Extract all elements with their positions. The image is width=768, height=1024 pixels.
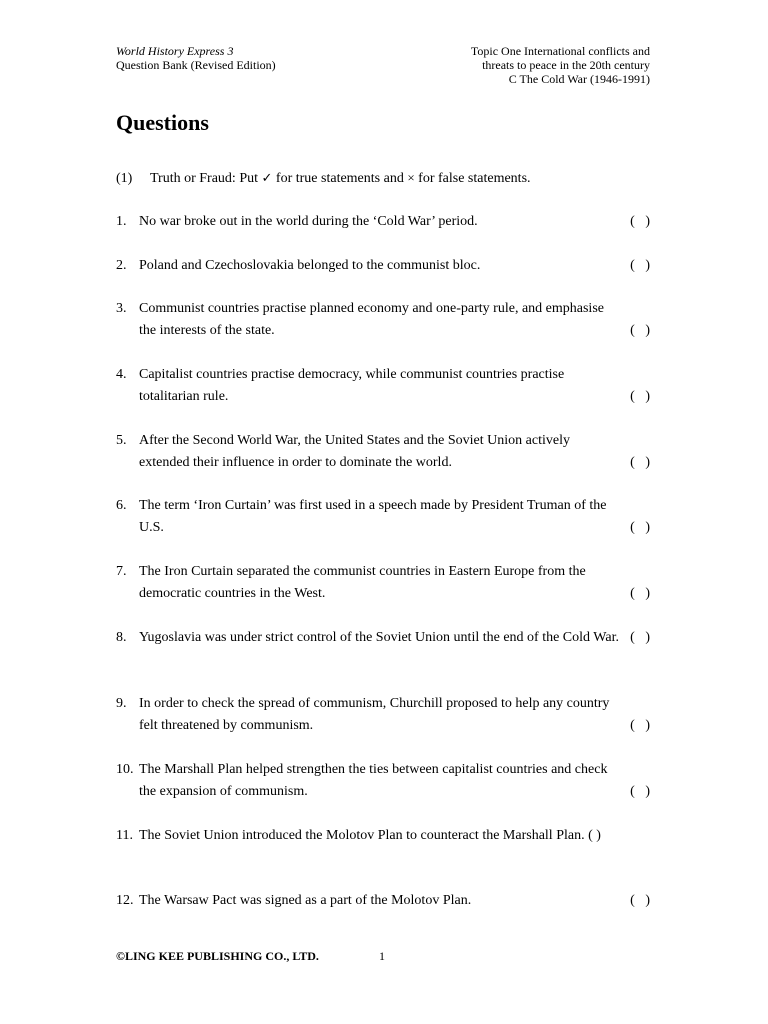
question-text: After the Second World War, the United States and the Soviet Union actively extended their influence in order to dominate the world. xyxy=(139,433,570,470)
question-item xyxy=(116,627,652,649)
instruction-text-before: Truth or Fraud: Put xyxy=(150,171,262,186)
section-title: Questions xyxy=(116,110,209,135)
publisher-footer: ©LING KEE PUBLISHING CO., LTD. xyxy=(116,949,319,963)
instruction xyxy=(116,169,531,188)
question-item xyxy=(116,693,652,737)
topic-line-1: Topic One International conflicts and xyxy=(470,44,650,58)
question-number: 5. xyxy=(116,433,127,448)
instruction-number: (1) xyxy=(116,171,133,186)
cross-mark-icon: × xyxy=(407,170,415,185)
book-subtitle: Question Bank (Revised Edition) xyxy=(116,58,276,72)
question-item xyxy=(116,211,652,233)
answer-blank[interactable]: ( ) xyxy=(630,214,650,229)
answer-blank[interactable]: ( ) xyxy=(630,520,650,535)
answer-blank[interactable]: ( ) xyxy=(630,630,650,645)
topic-line-2: threats to peace in the 20th century xyxy=(482,58,650,72)
question-number: 11. xyxy=(116,828,133,843)
question-number: 4. xyxy=(116,367,127,382)
answer-blank[interactable]: ( ) xyxy=(630,893,650,908)
question-number: 2. xyxy=(116,258,127,273)
book-title: World History Express 3 xyxy=(116,44,234,58)
answer-blank[interactable]: ( ) xyxy=(630,258,650,273)
question-text: Capitalist countries practise democracy, while communist countries practise totalitarian rule. xyxy=(139,367,565,404)
question-text: Communist countries practise planned economy and one-party rule, and emphasise the interests of the state. xyxy=(139,301,604,338)
question-item xyxy=(116,890,652,912)
question-text: Yugoslavia was under strict control of the Soviet Union until the end of the Cold War. xyxy=(139,630,619,645)
question-item xyxy=(116,759,652,803)
question-number: 6. xyxy=(116,498,127,513)
question-item xyxy=(116,825,652,847)
question-item xyxy=(116,364,652,408)
answer-blank[interactable]: ( ) xyxy=(630,586,650,601)
question-item xyxy=(116,255,652,277)
question-text: The term ‘Iron Curtain’ was first used in a speech made by President Truman of the U.S. xyxy=(139,498,607,535)
page-number: 1 xyxy=(379,949,385,963)
question-number: 3. xyxy=(116,301,127,316)
question-item xyxy=(116,298,652,342)
question-number: 10. xyxy=(116,762,134,777)
answer-blank[interactable]: ( ) xyxy=(630,389,650,404)
question-text: Poland and Czechoslovakia belonged to the communist bloc. xyxy=(139,258,481,273)
answer-blank[interactable]: ( ) xyxy=(630,455,650,470)
question-text: The Iron Curtain separated the communist countries in Eastern Europe from the democratic countries in the West. xyxy=(139,564,586,601)
question-text: The Soviet Union introduced the Molotov Plan to counteract the Marshall Plan. ( ) xyxy=(139,828,601,843)
check-mark-icon: ✓ xyxy=(261,170,273,185)
answer-blank[interactable]: ( ) xyxy=(630,718,650,733)
instruction-text-after: for false statements. xyxy=(414,171,531,186)
answer-blank[interactable]: ( ) xyxy=(630,323,650,338)
question-item xyxy=(116,495,652,539)
header-left xyxy=(116,44,276,72)
topic-line-3: C The Cold War (1946-1991) xyxy=(508,72,650,86)
question-number: 1. xyxy=(116,214,127,229)
question-item xyxy=(116,430,652,474)
question-number: 8. xyxy=(116,630,127,645)
question-item xyxy=(116,561,652,605)
question-text: In order to check the spread of communism, Churchill proposed to help any country felt threatened by communism. xyxy=(139,696,610,733)
header-right xyxy=(471,44,650,86)
question-text: The Marshall Plan helped strengthen the ties between capitalist countries and check the expansion of communism. xyxy=(139,762,608,799)
instruction-text-middle: for true statements and xyxy=(272,171,408,186)
question-number: 9. xyxy=(116,696,127,711)
question-text: The Warsaw Pact was signed as a part of the Molotov Plan. xyxy=(139,893,472,908)
answer-blank[interactable]: ( ) xyxy=(630,784,650,799)
question-number: 7. xyxy=(116,564,127,579)
question-number: 12. xyxy=(116,893,134,908)
question-text: No war broke out in the world during the ‘Cold War’ period. xyxy=(139,214,478,229)
